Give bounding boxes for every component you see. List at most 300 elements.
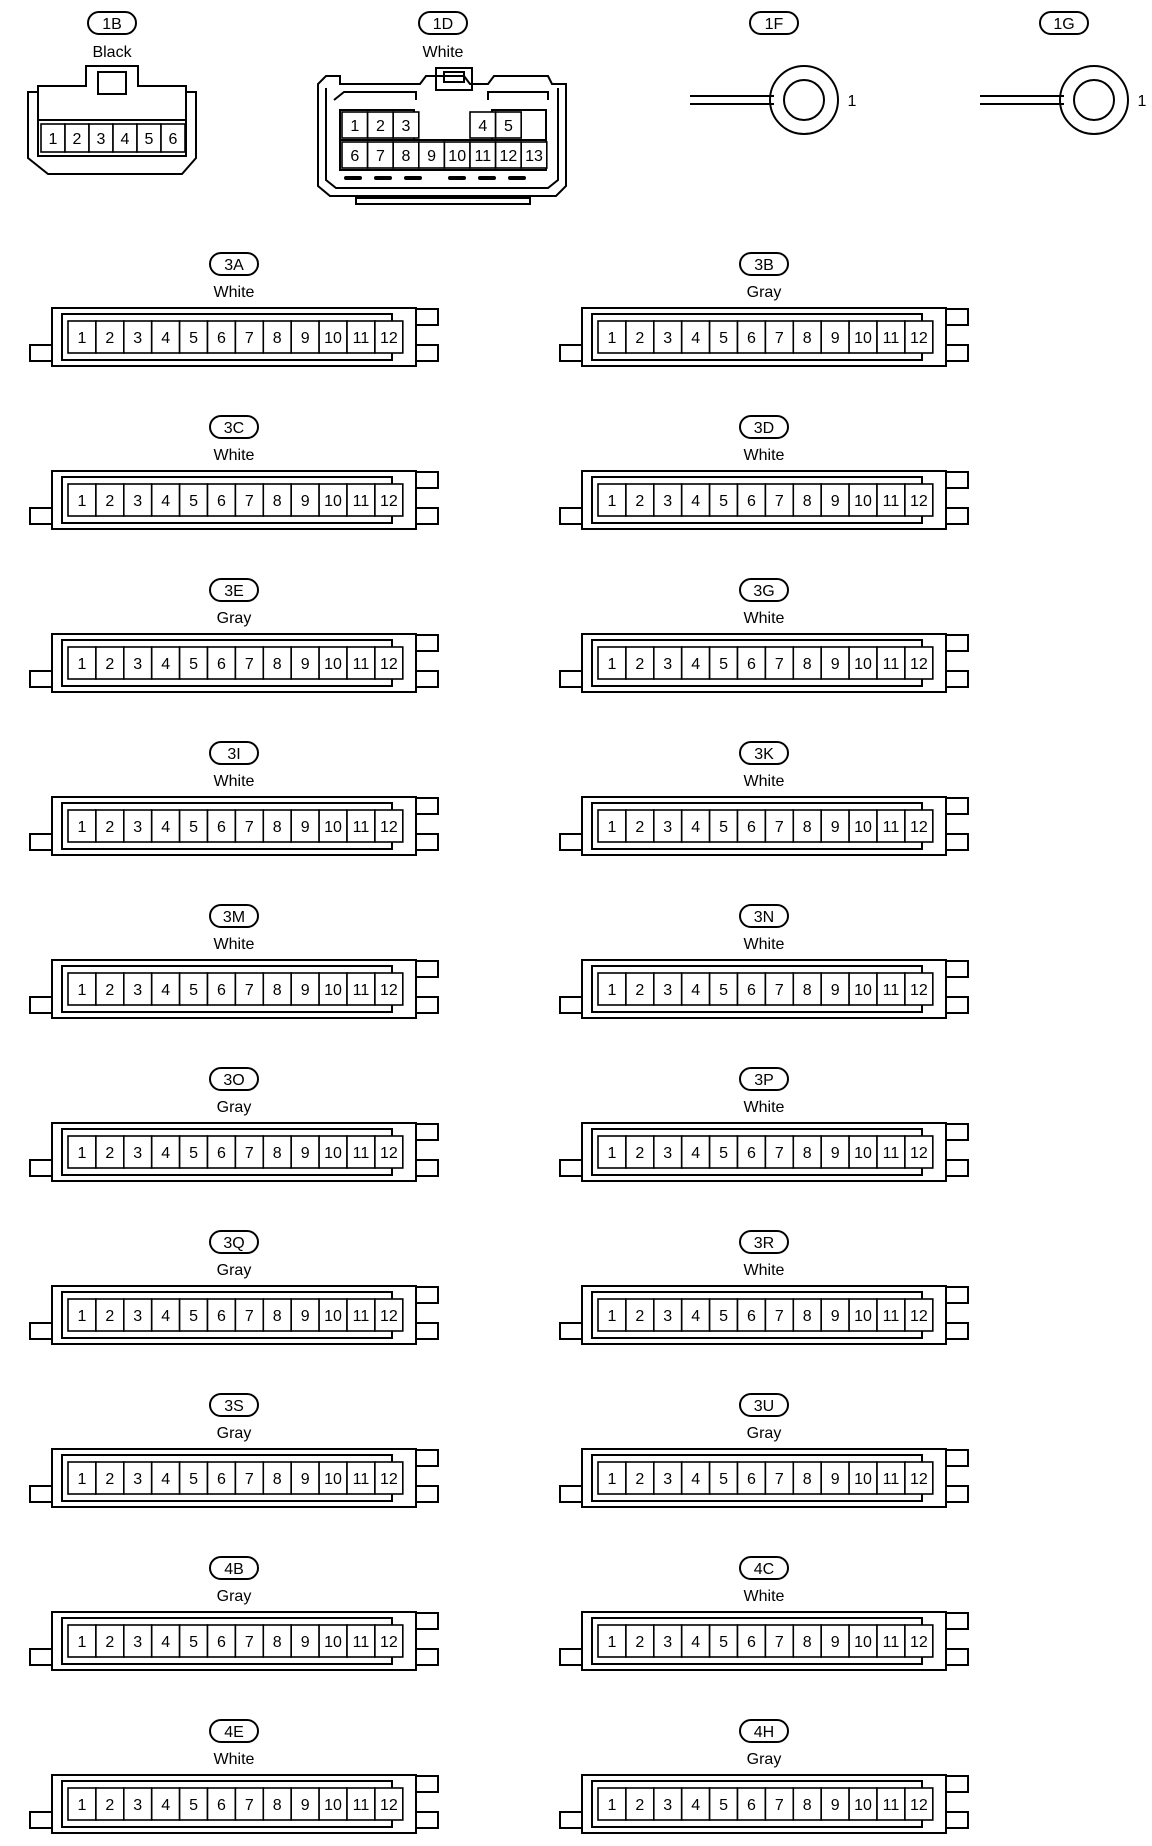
pin [291,1299,319,1331]
pin [654,1788,682,1820]
pin-number: 11 [352,1634,370,1651]
pin [235,1625,263,1657]
pin-number: 5 [189,1797,199,1814]
pin-number: 9 [300,330,310,347]
pin [905,321,933,353]
pin [444,142,470,168]
pin-row [598,1462,933,1494]
pin [626,1788,654,1820]
connector-housing [28,66,196,174]
pin-number: 1 [77,330,87,347]
pin [626,484,654,516]
pin-number: 2 [635,1634,645,1651]
pin-number: 2 [635,1471,645,1488]
pin [821,1625,849,1657]
pin [710,1462,738,1494]
pin [235,973,263,1005]
pin [765,1299,793,1331]
pin [208,1462,236,1494]
pin [710,647,738,679]
connector-color: White [743,610,785,627]
pin-number: 4 [161,1797,171,1814]
connector-color: White [213,284,255,301]
pin-number: 12 [909,1145,928,1162]
pin-number: 8 [272,493,282,510]
pin [180,973,208,1005]
pin-number: 5 [189,1634,199,1651]
pin-number: 9 [300,1471,310,1488]
pin-number: 11 [352,982,370,999]
pin-number: 12 [909,819,928,836]
connector-color: White [213,773,255,790]
pin-number: 12 [379,1145,398,1162]
pin-number: 9 [300,819,310,836]
pin [180,647,208,679]
pin-number: 10 [324,1797,342,1814]
connector-3c [30,416,438,529]
pin-number: 2 [105,1634,115,1651]
connector-3o [30,1068,438,1181]
pin-number: 6 [746,1797,756,1814]
pin [654,484,682,516]
pin [905,973,933,1005]
pin-number: 5 [189,982,199,999]
pin-number: 9 [830,1308,840,1325]
pin-number: 8 [802,330,812,347]
pin-number: 1 [607,1797,617,1814]
pin [598,484,626,516]
pin [152,484,180,516]
pin-number: 5 [189,656,199,673]
connector-color: Gray [216,610,252,627]
pin [375,1299,403,1331]
pin [821,1788,849,1820]
connector-1d [318,12,566,204]
pin-number: 10 [324,493,342,510]
pin-number: 3 [133,1308,143,1325]
pin [124,1299,152,1331]
pin-number: 6 [216,982,226,999]
connector-id: 3P [754,1072,774,1089]
pin [180,1625,208,1657]
pin-number: 11 [882,656,900,673]
pin-number: 12 [909,982,928,999]
pin-number: 10 [854,1145,872,1162]
pin-number: 1 [77,1634,87,1651]
connector-id: 3D [753,420,775,437]
pin-number: 9 [300,1634,310,1651]
pin [849,1462,877,1494]
pin [877,1462,905,1494]
pin-number: 9 [830,1797,840,1814]
pin-number: 1 [607,330,617,347]
connector-color: White [422,44,464,61]
pin [598,1788,626,1820]
pin-number: 6 [350,148,360,165]
pin-number: 2 [105,656,115,673]
connector-id: 1D [432,16,454,33]
pin-number: 11 [352,330,370,347]
pin-number: 4 [691,1145,701,1162]
pin [738,973,766,1005]
connector-id: 4B [224,1561,244,1578]
pin-number: 12 [379,1797,398,1814]
pin [738,1462,766,1494]
pin-number: 10 [854,1308,872,1325]
pin-number: 8 [272,1145,282,1162]
pin [124,647,152,679]
latch-slots [344,176,526,180]
pin-number: 4 [161,1634,171,1651]
pin [291,647,319,679]
connector-color: White [743,1099,785,1116]
pin [765,1625,793,1657]
pin [291,484,319,516]
pin [208,810,236,842]
connector-color: Black [92,44,132,61]
pin-number: 9 [830,982,840,999]
pin-number: 5 [189,1471,199,1488]
pin-number: 12 [379,1634,398,1651]
pin-number: 6 [746,493,756,510]
pin-number: 2 [72,131,82,148]
pin-row [68,1625,403,1657]
connector-3d [560,416,968,529]
pin-number: 3 [133,982,143,999]
pin [877,484,905,516]
pin-number: 7 [774,1308,784,1325]
pin-number: 4 [691,656,701,673]
connector-4h [560,1720,968,1833]
pin-number: 6 [216,1634,226,1651]
pin-number: 1 [607,982,617,999]
pin-number: 8 [272,1797,282,1814]
pin [849,1625,877,1657]
pin-number: 8 [401,148,411,165]
pin [137,124,161,152]
pin [654,1625,682,1657]
connector-id: 3R [753,1235,775,1252]
pin-row [68,321,403,353]
pin [124,1136,152,1168]
pin-number: 9 [830,819,840,836]
pin [235,810,263,842]
pin [626,1462,654,1494]
pin-number: 5 [719,656,729,673]
pin [263,1136,291,1168]
pin [180,1299,208,1331]
connector-1f [690,12,857,134]
pin [877,810,905,842]
pin-number: 5 [503,118,513,135]
pin-number: 12 [909,1308,928,1325]
pin [738,810,766,842]
pin [68,1625,96,1657]
pin-number: 5 [719,819,729,836]
pin-number: 11 [474,148,492,165]
pin [319,973,347,1005]
pin-number: 12 [909,330,928,347]
connector-color: White [743,1262,785,1279]
pin [68,321,96,353]
pin-number: 7 [244,1145,254,1162]
pin-number: 11 [882,982,900,999]
pin-number: 12 [379,656,398,673]
pin-number: 5 [144,131,154,148]
pin-number: 11 [352,656,370,673]
pin [180,810,208,842]
connector-id: 3O [223,1072,245,1089]
pin [738,1788,766,1820]
pin-number: 10 [854,656,872,673]
pin [152,810,180,842]
pin [682,810,710,842]
pin-number: 3 [133,1797,143,1814]
pin-number: 6 [216,493,226,510]
pin-number: 6 [746,982,756,999]
connector-id: 3I [227,746,241,763]
pin [347,321,375,353]
pin [598,810,626,842]
pin-number: 11 [352,493,370,510]
pin [208,1299,236,1331]
pin-number: 5 [719,330,729,347]
connector-1b [28,12,196,174]
pin [124,1462,152,1494]
pin [738,1625,766,1657]
pin [393,142,419,168]
pin [654,1462,682,1494]
pin [710,321,738,353]
pin-number: 1 [607,493,617,510]
pin-number: 7 [244,330,254,347]
connector-color: White [743,1588,785,1605]
connector-id: 3S [224,1398,244,1415]
pin-number: 1 [77,656,87,673]
pin [180,484,208,516]
pin [291,1462,319,1494]
pin-number: 10 [324,982,342,999]
pin-row [598,321,933,353]
connector-color: Gray [216,1588,252,1605]
pin [235,1788,263,1820]
pin [180,1462,208,1494]
pin-number: 7 [774,1634,784,1651]
pin-number: 6 [746,1471,756,1488]
pin-number: 12 [909,1634,928,1651]
pin [821,973,849,1005]
pin [68,1462,96,1494]
pin [654,810,682,842]
pin [263,973,291,1005]
connector-id: 1F [764,16,784,33]
pin-number: 4 [161,1471,171,1488]
connector-4e [30,1720,438,1833]
connector-1g [980,12,1147,134]
pin-number: 9 [830,1145,840,1162]
pin-number: 4 [161,819,171,836]
pin-row [68,1788,403,1820]
pin-number: 6 [746,1145,756,1162]
pin-number: 8 [802,656,812,673]
connector-color: Gray [216,1099,252,1116]
connector-id: 4H [753,1724,775,1741]
connector-color: White [213,447,255,464]
pin-number: 9 [830,656,840,673]
pin-number: 6 [216,1145,226,1162]
pin-number: 5 [719,1308,729,1325]
pin-number: 3 [133,1471,143,1488]
pin [152,1462,180,1494]
pin [208,321,236,353]
connector-3g [560,579,968,692]
pin-number: 1 [607,656,617,673]
pin [68,1299,96,1331]
pin-number: 10 [324,1471,342,1488]
pin-number: 3 [663,330,673,347]
pin-number: 6 [746,1308,756,1325]
pin [626,647,654,679]
pin-number: 1 [607,1471,617,1488]
pin [152,1136,180,1168]
pin-number: 8 [802,1308,812,1325]
pin [124,484,152,516]
pin-number: 6 [216,330,226,347]
pin [793,1625,821,1657]
pin-number: 7 [774,330,784,347]
connector-id: 1B [102,16,122,33]
pin [765,647,793,679]
pin [375,1788,403,1820]
pin [877,1299,905,1331]
pin-number: 10 [854,330,872,347]
pin-number: 9 [830,1471,840,1488]
pin [347,1788,375,1820]
pin-number: 4 [691,330,701,347]
pin-number: 8 [802,1634,812,1651]
pin [347,1136,375,1168]
pin [905,1788,933,1820]
pin-number: 3 [133,1145,143,1162]
pin [682,1788,710,1820]
connector-3u [560,1394,968,1507]
pin-number: 12 [909,493,928,510]
pin [765,1788,793,1820]
pin-number: 9 [300,982,310,999]
connector-id: 3K [754,746,774,763]
pin [235,484,263,516]
pin-number: 6 [746,330,756,347]
pin-number: 4 [161,493,171,510]
pin-number: 4 [691,493,701,510]
pin-number: 3 [663,1308,673,1325]
pin [152,647,180,679]
pin [682,647,710,679]
pin-number: 9 [300,1797,310,1814]
connector-id: 4C [753,1561,775,1578]
pin-row [598,973,933,1005]
pin-number: 9 [300,1308,310,1325]
connector-color: Gray [746,284,782,301]
pin-number: 7 [774,1145,784,1162]
pin-number: 4 [120,131,130,148]
pin [710,1136,738,1168]
pin-number: 3 [133,819,143,836]
pin [793,973,821,1005]
pin-number: 2 [105,1308,115,1325]
connector-id: 3E [224,583,244,600]
pin-number: 8 [802,982,812,999]
pin [419,142,445,168]
pin-number: 12 [379,819,398,836]
pin-number: 4 [691,982,701,999]
pin [393,112,419,138]
connector-3k [560,742,968,855]
pin [877,973,905,1005]
pin [496,112,522,138]
pin [124,973,152,1005]
pin [375,1462,403,1494]
pin [738,484,766,516]
pin-number: 6 [216,656,226,673]
pin [347,647,375,679]
pin [849,1299,877,1331]
pin-number: 8 [272,819,282,836]
pin [68,810,96,842]
pin [849,973,877,1005]
pin [765,1462,793,1494]
pin [319,1136,347,1168]
pin [96,484,124,516]
pin-number: 3 [663,1634,673,1651]
pin [905,1462,933,1494]
pin [710,1625,738,1657]
pin [654,321,682,353]
pin [682,1299,710,1331]
pin [682,484,710,516]
pin-row [598,1136,933,1168]
pin [849,647,877,679]
pin [180,1136,208,1168]
pin [375,321,403,353]
pin-number: 9 [830,330,840,347]
pin-number: 7 [774,982,784,999]
terminal-pin-number: 1 [1137,93,1147,110]
pin [682,1136,710,1168]
pin [765,484,793,516]
pin-number: 1 [48,131,58,148]
pin-number: 3 [133,330,143,347]
pin [263,1462,291,1494]
pin [375,973,403,1005]
pin-number: 2 [635,656,645,673]
pin [319,484,347,516]
pin-number: 10 [324,656,342,673]
pin-number: 10 [854,1471,872,1488]
pin [849,1136,877,1168]
pin-number: 11 [352,819,370,836]
pin [96,1136,124,1168]
pin-number: 12 [379,493,398,510]
pin [738,647,766,679]
pin-number: 8 [272,656,282,673]
pin [291,973,319,1005]
pin-number: 11 [882,1471,900,1488]
connector-3b [560,253,968,366]
pin [96,810,124,842]
pin [263,1299,291,1331]
pin-row [68,647,403,679]
